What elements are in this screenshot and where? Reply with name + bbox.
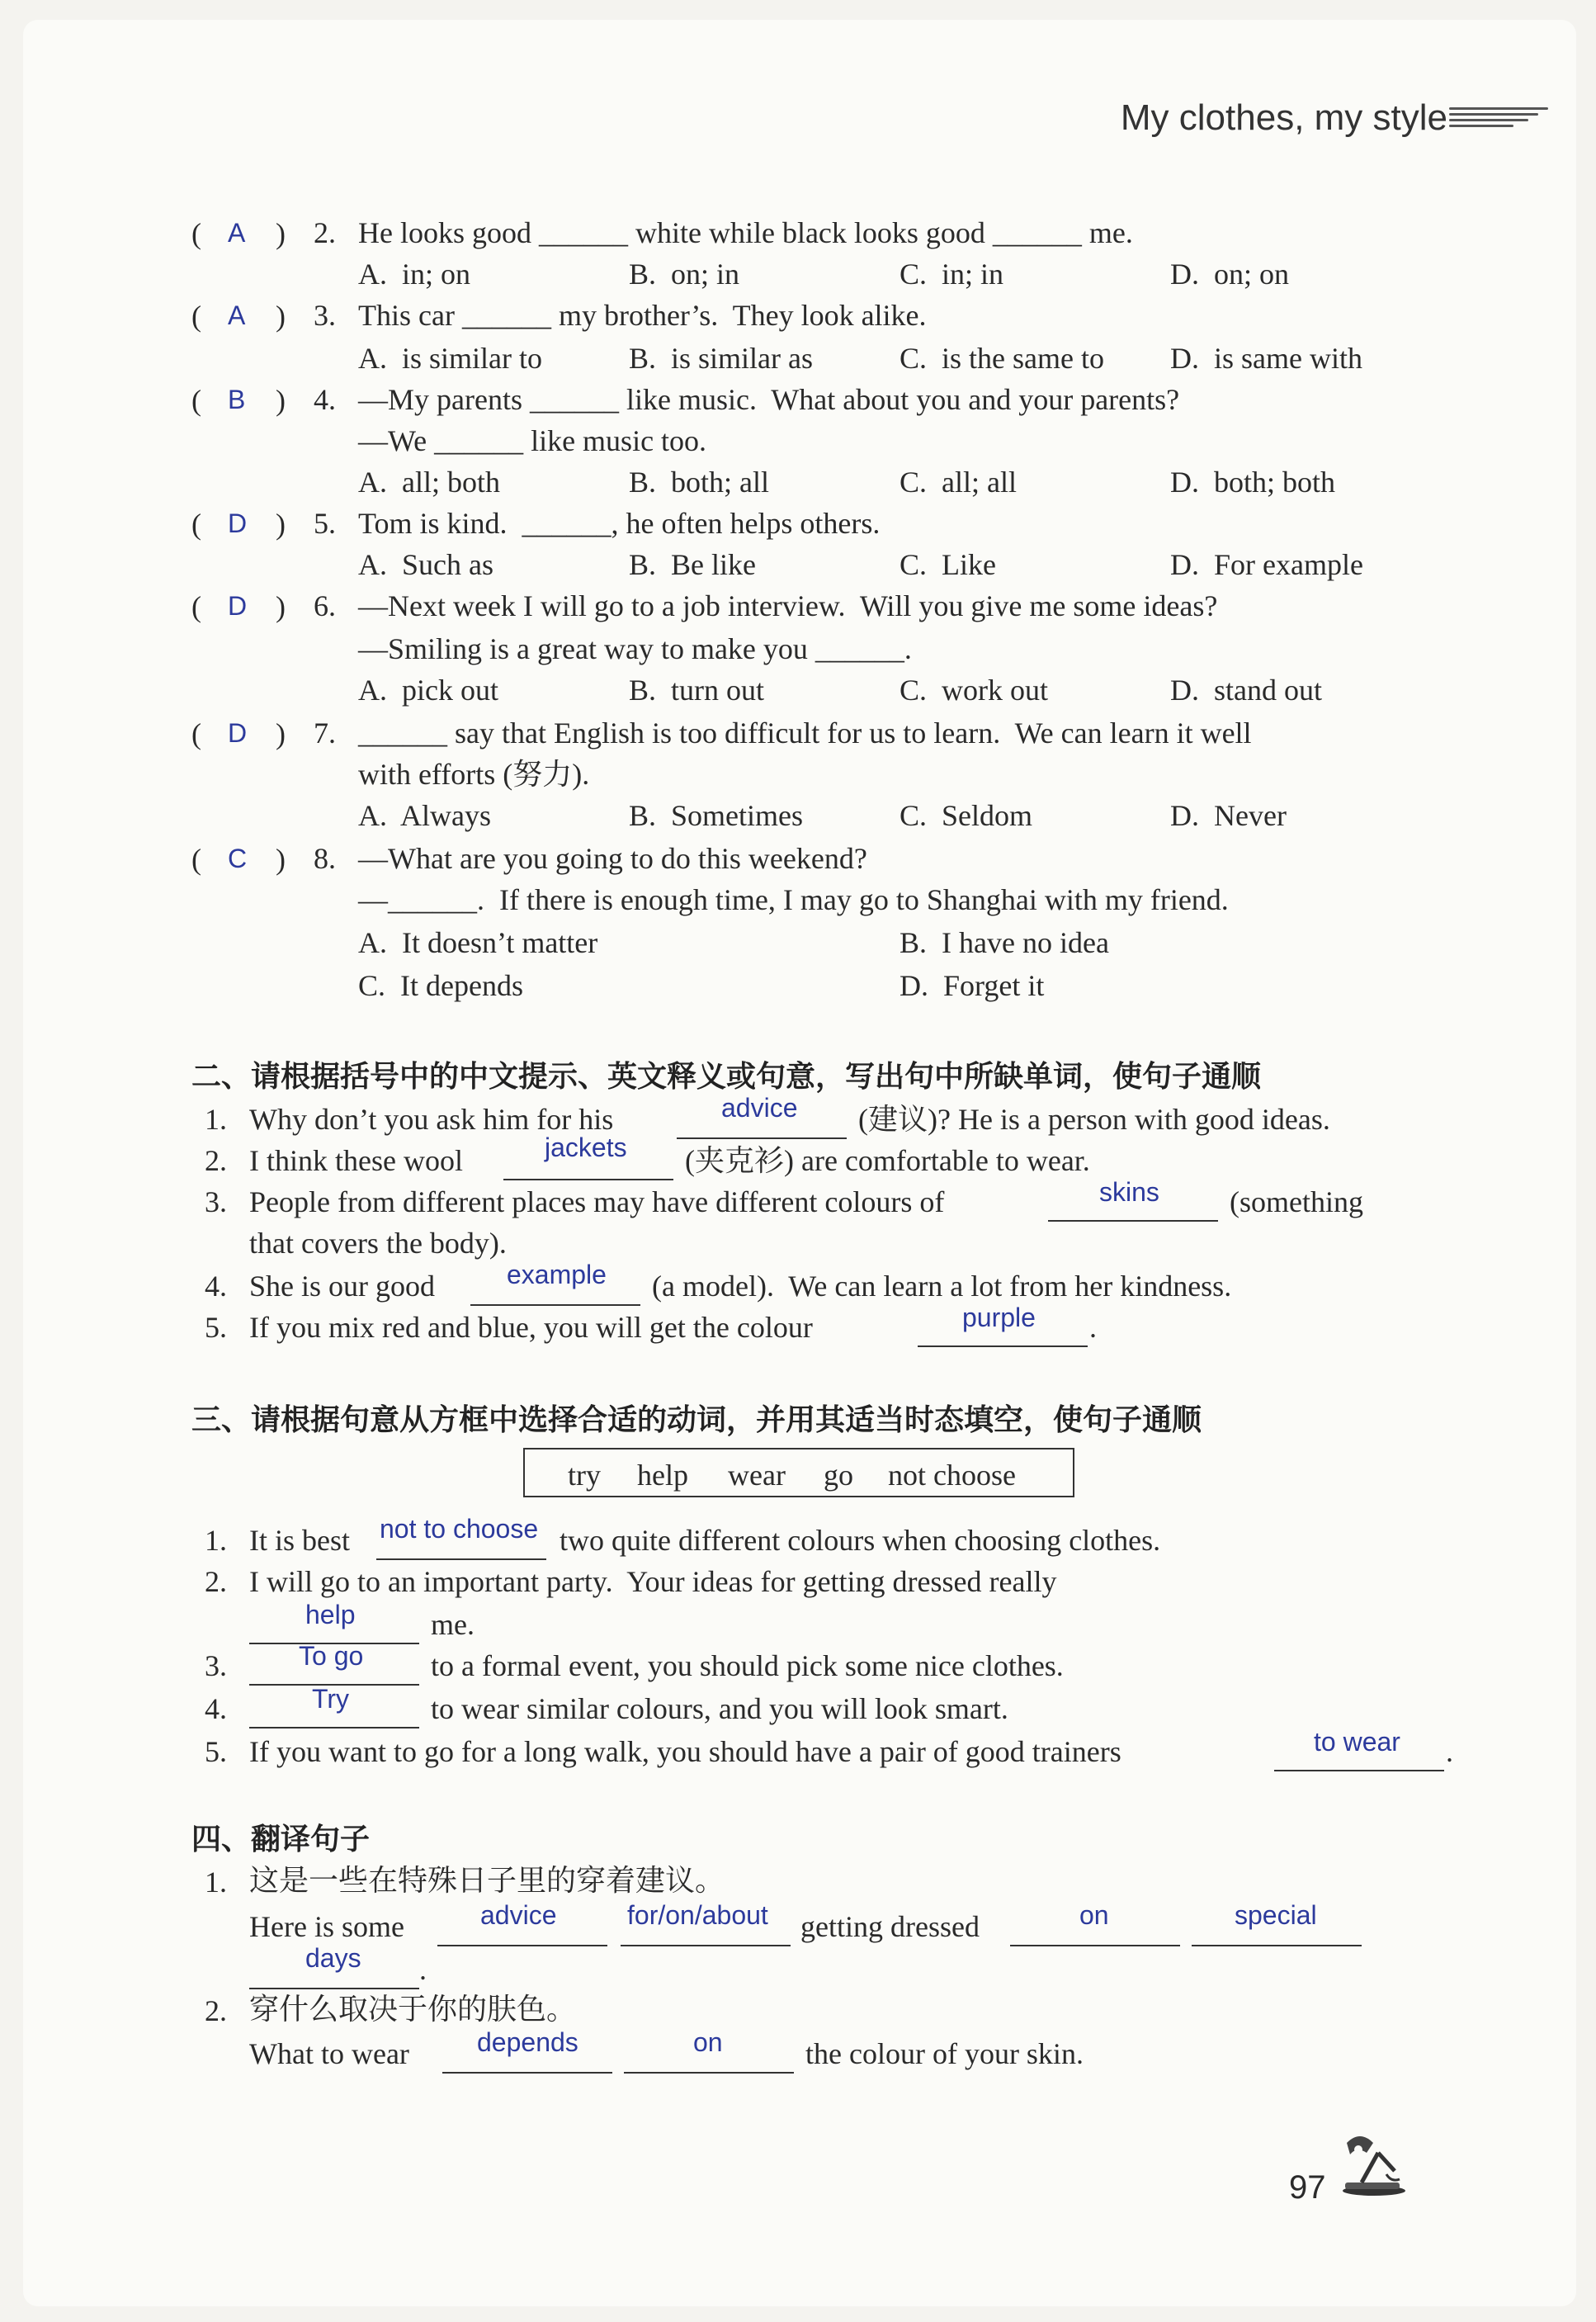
handwritten-answer: A — [228, 218, 246, 248]
question-text-line2: —Smiling is a great way to make you ______. — [358, 632, 912, 665]
answer-bracket-open: ( — [191, 717, 201, 750]
section-3-heading: 三、请根据句意从方框中选择合适的动词，并用其适当时态填空，使句子通顺 — [191, 1403, 1202, 1437]
question-text: Tom is kind. ______, he often helps others. — [358, 507, 881, 540]
answer-blank — [1274, 1770, 1444, 1771]
option-a: A. It doesn’t matter — [358, 926, 598, 959]
sentence-text: What to wear — [249, 2037, 409, 2070]
item-number: 3. — [205, 1185, 227, 1218]
question-number: 7. — [314, 716, 336, 750]
answer-blank — [918, 1345, 1088, 1347]
handwritten-answer: purple — [962, 1303, 1036, 1332]
sentence-text: two quite different colours when choosing clothes. — [560, 1524, 1161, 1557]
handwritten-answer: on — [693, 2027, 723, 2057]
sentence-text: I think these wool — [249, 1144, 463, 1177]
question-text-line2: —______. If there is enough time, I may go to Shanghai with my friend. — [358, 883, 1229, 916]
sentence-text: . — [1089, 1311, 1097, 1344]
sentence-text: to a formal event, you should pick some nice clothes. — [431, 1649, 1064, 1682]
handwritten-answer: days — [305, 1943, 361, 1973]
option-c: C. Seldom — [900, 799, 1033, 832]
sentence-end: . — [419, 1953, 427, 1986]
handwritten-answer: jackets — [545, 1133, 627, 1162]
answer-bracket-open: ( — [191, 384, 201, 417]
sentence-text: Why don’t you ask him for his — [249, 1103, 614, 1136]
sentence-text-line2: that covers the body). — [249, 1227, 507, 1260]
option-d: D. Forget it — [900, 969, 1045, 1002]
option-c: C. all; all — [900, 466, 1017, 499]
option-d: D. is same with — [1170, 342, 1362, 375]
option-a: A. pick out — [358, 674, 498, 707]
question-number: 5. — [314, 507, 336, 540]
answer-blank — [1048, 1220, 1218, 1222]
word-bank-word: go — [824, 1459, 853, 1492]
section-2-heading: 二、请根据括号中的中文提示、英文释义或句意，写出句中所缺单词，使句子通顺 — [191, 1060, 1262, 1094]
handwritten-answer: B — [228, 385, 246, 414]
handwritten-answer: advice — [721, 1093, 798, 1123]
handwritten-answer: C — [228, 844, 248, 873]
answer-blank — [677, 1137, 847, 1139]
option-d: D. on; on — [1170, 258, 1289, 291]
handwritten-answer: D — [228, 591, 248, 621]
answer-bracket-close: ) — [276, 217, 286, 250]
answer-bracket-close: ) — [276, 508, 286, 541]
item-number: 4. — [205, 1692, 227, 1725]
sentence-text: If you mix red and blue, you will get the colour — [249, 1311, 813, 1344]
item-number: 2. — [205, 1565, 227, 1598]
page-number: 97 — [1289, 2169, 1326, 2206]
option-d: D. Never — [1170, 799, 1287, 832]
option-c: C. It depends — [358, 969, 523, 1002]
handwritten-answer: D — [228, 508, 248, 538]
answer-blank — [621, 1945, 791, 1946]
question-text: —What are you going to do this weekend? — [358, 842, 867, 875]
handwritten-answer: for/on/about — [627, 1900, 768, 1930]
option-a: A. in; on — [358, 258, 471, 291]
sentence-text: I will go to an important party. Your ideas for getting dressed really — [249, 1565, 1057, 1598]
question-text: ______ say that English is too difficult for us to learn. We can learn it well — [358, 716, 1252, 750]
answer-bracket-open: ( — [191, 300, 201, 333]
sentence-text: to wear similar colours, and you will look smart. — [431, 1692, 1008, 1725]
section-4-heading: 四、翻译句子 — [191, 1823, 371, 1856]
answer-bracket-close: ) — [276, 300, 286, 333]
word-bank-box — [523, 1448, 1074, 1497]
handwritten-answer: to wear — [1314, 1727, 1400, 1757]
item-number: 2. — [205, 1144, 227, 1177]
answer-blank — [437, 1945, 607, 1946]
sentence-text: me. — [431, 1608, 475, 1641]
handwritten-answer: advice — [480, 1900, 557, 1930]
sentence-text: . — [1446, 1735, 1453, 1768]
handwritten-answer: depends — [477, 2027, 578, 2057]
sentence-text: (a model). We can learn a lot from her kindness. — [652, 1270, 1232, 1303]
handwritten-answer: special — [1235, 1900, 1317, 1930]
chinese-sentence: 穿什么取决于你的肤色。 — [249, 1993, 577, 2026]
handwritten-answer: on — [1079, 1900, 1109, 1930]
handwritten-answer: help — [305, 1600, 356, 1629]
option-d: D. both; both — [1170, 466, 1336, 499]
question-text: —My parents ______ like music. What about you and your parents? — [358, 383, 1180, 416]
option-b: B. on; in — [629, 258, 740, 291]
answer-bracket-open: ( — [191, 843, 201, 876]
option-b: B. I have no idea — [900, 926, 1109, 959]
word-bank-word: help — [637, 1459, 688, 1492]
sentence-text: It is best — [249, 1524, 350, 1557]
option-c: C. work out — [900, 674, 1048, 707]
word-bank-word: try — [568, 1459, 601, 1492]
header-stripes-decoration — [1449, 107, 1548, 132]
option-b: B. is similar as — [629, 342, 813, 375]
answer-blank — [376, 1558, 546, 1560]
answer-blank — [1192, 1945, 1362, 1946]
question-number: 2. — [314, 216, 336, 249]
question-text: —Next week I will go to a job interview. Will you give me some ideas? — [358, 589, 1218, 622]
handwritten-answer: Try — [312, 1684, 350, 1714]
item-number: 3. — [205, 1649, 227, 1682]
question-number: 8. — [314, 842, 336, 875]
answer-bracket-open: ( — [191, 217, 201, 250]
sentence-text: (夹克衫) are comfortable to wear. — [685, 1144, 1090, 1177]
chapter-title: My clothes, my style — [1120, 97, 1447, 138]
answer-blank — [1010, 1945, 1180, 1946]
answer-bracket-open: ( — [191, 508, 201, 541]
sentence-text: If you want to go for a long walk, you should have a pair of good trainers — [249, 1735, 1121, 1768]
sentence-text: (something — [1230, 1185, 1363, 1218]
handwritten-answer: example — [507, 1260, 607, 1289]
sentence-text: getting dressed — [800, 1910, 980, 1943]
answer-blank — [624, 2072, 794, 2074]
answer-blank — [249, 1727, 419, 1728]
option-a: A. all; both — [358, 466, 500, 499]
sentence-text: the colour of your skin. — [805, 2037, 1084, 2070]
option-b: B. turn out — [629, 674, 765, 707]
item-number: 1. — [205, 1524, 227, 1557]
question-number: 6. — [314, 589, 336, 622]
option-d: D. For example — [1170, 548, 1363, 581]
item-number: 5. — [205, 1735, 227, 1768]
lamp-mascot-icon — [1337, 2125, 1411, 2199]
handwritten-answer: not to choose — [380, 1514, 539, 1544]
sentence-text: (建议)? He is a person with good ideas. — [858, 1103, 1330, 1136]
item-number: 4. — [205, 1270, 227, 1303]
answer-bracket-open: ( — [191, 590, 201, 623]
handwritten-answer: D — [228, 718, 248, 748]
item-number: 5. — [205, 1311, 227, 1344]
handwritten-answer: To go — [299, 1641, 364, 1671]
answer-bracket-close: ) — [276, 843, 286, 876]
option-c: C. is the same to — [900, 342, 1104, 375]
question-number: 3. — [314, 299, 336, 332]
chinese-sentence: 这是一些在特殊日子里的穿着建议。 — [249, 1864, 725, 1897]
option-a: A. Always — [358, 799, 491, 832]
option-d: D. stand out — [1170, 674, 1322, 707]
answer-bracket-close: ) — [276, 384, 286, 417]
option-c: C. in; in — [900, 258, 1004, 291]
option-c: C. Like — [900, 548, 996, 581]
question-text: He looks good ______ white while black looks good ______ me. — [358, 216, 1133, 249]
handwritten-answer: skins — [1099, 1177, 1159, 1207]
question-number: 4. — [314, 383, 336, 416]
option-a: A. Such as — [358, 548, 493, 581]
answer-blank — [470, 1304, 640, 1306]
sentence-text: Here is some — [249, 1910, 404, 1943]
item-number: 1. — [205, 1103, 227, 1136]
sentence-text: She is our good — [249, 1270, 435, 1303]
option-a: A. is similar to — [358, 342, 542, 375]
question-text-line2: with efforts (努力). — [358, 758, 590, 791]
sentence-text: People from different places may have different colours of — [249, 1185, 945, 1218]
answer-bracket-close: ) — [276, 590, 286, 623]
question-text: This car ______ my brother’s. They look alike. — [358, 299, 927, 332]
option-b: B. Sometimes — [629, 799, 804, 832]
answer-blank — [503, 1179, 673, 1180]
word-bank-word: wear — [728, 1459, 786, 1492]
answer-blank — [442, 2072, 612, 2074]
handwritten-answer: A — [228, 300, 246, 330]
answer-blank — [249, 1988, 419, 1989]
option-b: B. Be like — [629, 548, 756, 581]
answer-bracket-close: ) — [276, 717, 286, 750]
word-bank-word: not choose — [888, 1459, 1016, 1492]
item-number: 2. — [205, 1994, 227, 2027]
item-number: 1. — [205, 1866, 227, 1899]
question-text-line2: —We ______ like music too. — [358, 424, 707, 457]
option-b: B. both; all — [629, 466, 769, 499]
